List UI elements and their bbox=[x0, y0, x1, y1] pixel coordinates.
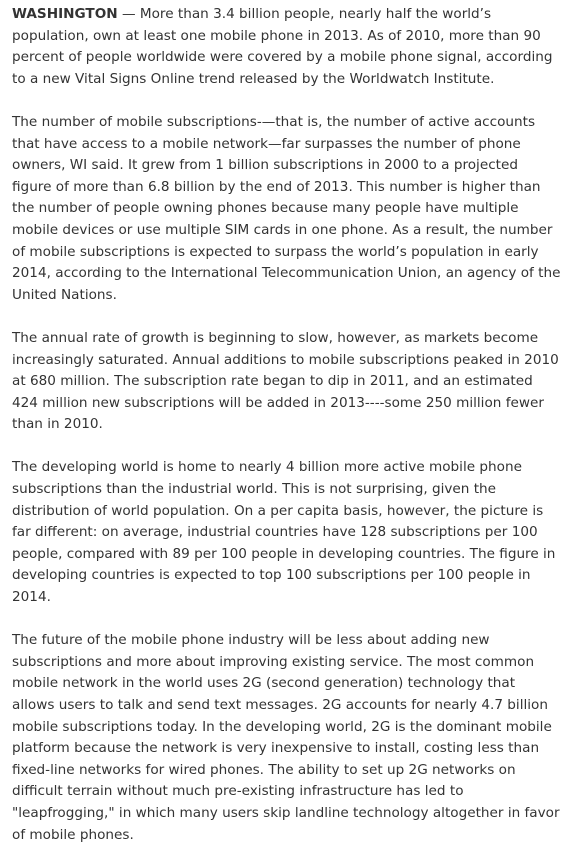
paragraph-3: The annual rate of growth is beginning to slow, however, as markets become increasingly saturated. Annual additions to mobile subscriptions peaked in 2010 at 680 million. The subscription rate began to dip in 2011, and an estimated 424 million new subscriptions will be added in 2013----some 250 million fewer than in 2010. bbox=[12, 329, 559, 433]
dateline: WASHINGTON bbox=[12, 6, 118, 22]
paragraph-2: The number of mobile subscriptions-—that is, the number of active accounts that have access to a mobile network—far surpasses the number of phone owners, WI said. It grew from 1 billion subscriptions in 2000 to a projected figure of more than 6.8 billion by the end of 2013. This number is higher than the number of people owning phones because many people have multiple mobile devices or use multiple SIM cards in one phone. As a result, the number of mobile subscriptions is expected to surpass the world’s population in early 2014, according to the International Telecommunication Union, an agency of the United Nations. bbox=[12, 113, 561, 303]
paragraph-5: The future of the mobile phone industry will be less about adding new subscriptions and more about improving existing service. The most common mobile network in the world uses 2G (second generation) technology that allows users to talk and send text messages. 2G accounts for nearly 4.7 billion mobile subscriptions today. In the developing world, 2G is the dominant mobile platform because the network is very inexpensive to install, costing less than fixed-line networks for wired phones. The ability to set up 2G networks on difficult terrain without much pre-existing infrastructure has led to "leapfrogging," in which many users skip landline technology altogether in favor of mobile phones. bbox=[12, 632, 560, 843]
paragraph-4: The developing world is home to nearly 4 billion more active mobile phone subscriptions than the industrial world. This is not surprising, given the distribution of world population. On a per capita basis, however, the picture is far different: on average, industrial countries have 128 subscriptions per 100 people, compared with 89 per 100 people in developing countries. The figure in developing countries is expected to top 100 subscriptions per 100 people in 2014. bbox=[12, 459, 556, 606]
paragraph-1-text: — More than 3.4 billion people, nearly half the world’s population, own at least one mobile phone in 2013. As of 2010, more than 90 percent of people worldwide were covered by a mobile phone signal, according to a new Vital Signs Online trend released by the Worldwatch Institute. bbox=[12, 6, 553, 87]
paragraph-1 bbox=[12, 4, 561, 90]
